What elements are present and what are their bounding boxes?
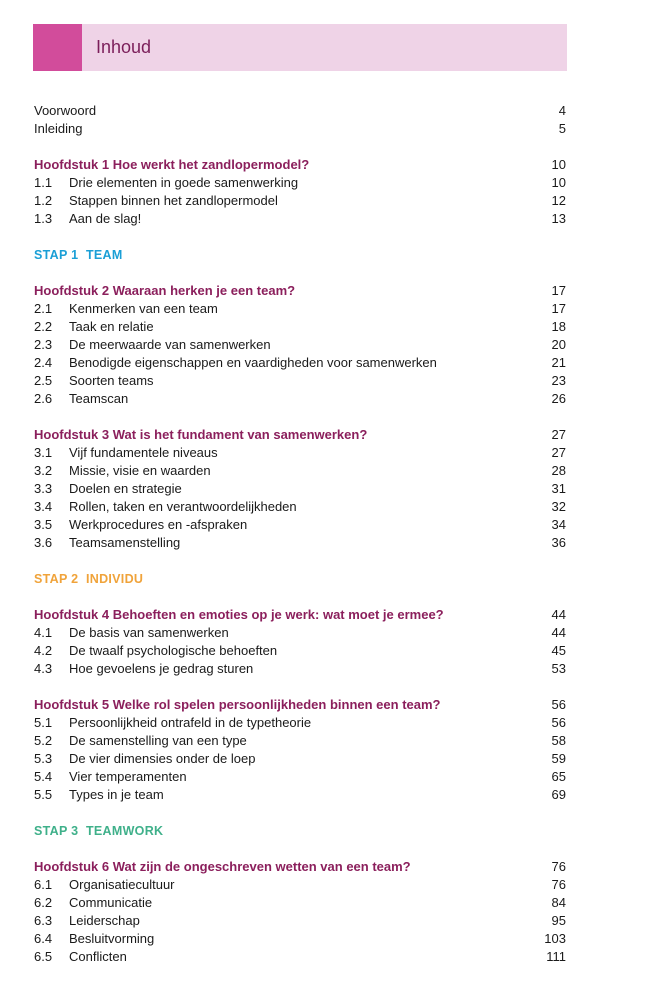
section-entry[interactable] [34, 894, 566, 912]
chapter-1-heading[interactable] [34, 156, 566, 174]
section-entry[interactable] [34, 768, 566, 786]
section-entry[interactable] [34, 930, 566, 948]
section-page: 20 [551, 337, 566, 352]
section-title: Werkprocedures en -afspraken [69, 517, 248, 532]
section-entry[interactable] [34, 210, 566, 228]
section-page: 34 [551, 517, 566, 532]
section-number: 3.4 [34, 499, 53, 514]
chapter-label: Hoofdstuk 3 [34, 427, 110, 442]
toc-entry-inleiding[interactable] [34, 120, 566, 138]
chapter-label: Hoofdstuk 2 [34, 283, 110, 298]
section-title: Communicatie [69, 895, 153, 910]
section-title: Taak en relatie [69, 319, 154, 334]
section-number: 2.3 [34, 337, 53, 352]
section-title: Besluitvorming [69, 931, 155, 946]
chapter-page: 56 [551, 697, 566, 712]
section-page: 111 [546, 949, 566, 964]
section-number: 6.5 [34, 949, 53, 964]
chapter-page: 27 [551, 427, 566, 442]
section-page: 45 [551, 643, 566, 658]
section-entry[interactable] [34, 948, 566, 966]
section-entry[interactable] [34, 660, 566, 678]
section-number: 5.4 [34, 769, 53, 784]
section-number: 4.1 [34, 625, 53, 640]
chapter-page: 10 [551, 157, 566, 172]
chapter-label: Hoofdstuk 4 [34, 607, 110, 622]
section-title: Rollen, taken en verantwoordelijkheden [69, 499, 297, 514]
section-entry[interactable] [34, 876, 566, 894]
section-page: 53 [551, 661, 566, 676]
section-title: Drie elementen in goede samenwerking [69, 175, 299, 190]
section-page: 10 [551, 175, 566, 190]
chapter-title: Behoeften en emoties op je werk: wat moet je ermee? [112, 607, 444, 622]
toc-entry-voorwoord[interactable] [34, 102, 566, 120]
section-title: Teamscan [69, 391, 129, 406]
section-entry[interactable] [34, 516, 566, 534]
step-1-heading [34, 246, 566, 264]
chapter-label: Hoofdstuk 5 [34, 697, 110, 712]
section-number: 2.1 [34, 301, 53, 316]
section-page: 27 [551, 445, 566, 460]
section-number: 3.1 [34, 445, 53, 460]
chapter-4-heading[interactable] [34, 606, 566, 624]
section-number: 2.4 [34, 355, 53, 370]
section-title: Missie, visie en waarden [69, 463, 211, 478]
section-number: 5.3 [34, 751, 53, 766]
section-page: 28 [551, 463, 566, 478]
section-title: Hoe gevoelens je gedrag sturen [69, 661, 254, 676]
section-page: 31 [551, 481, 566, 496]
section-entry[interactable] [34, 732, 566, 750]
section-page: 65 [551, 769, 566, 784]
section-entry[interactable] [34, 750, 566, 768]
section-page: 21 [551, 355, 566, 370]
section-page: 13 [551, 211, 566, 226]
section-number: 3.3 [34, 481, 53, 496]
section-page: 44 [551, 625, 566, 640]
entry-title: Inleiding [34, 121, 83, 136]
section-entry[interactable] [34, 498, 566, 516]
chapter-title: Wat is het fundament van samenwerken? [112, 427, 368, 442]
section-title: De twaalf psychologische behoeften [69, 643, 278, 658]
section-entry[interactable] [34, 174, 566, 192]
section-title: Soorten teams [69, 373, 154, 388]
chapter-6-heading[interactable] [34, 858, 566, 876]
section-number: 3.2 [34, 463, 53, 478]
section-entry[interactable] [34, 462, 566, 480]
section-entry[interactable] [34, 912, 566, 930]
section-number: 2.5 [34, 373, 53, 388]
section-number: 4.3 [34, 661, 53, 676]
section-page: 26 [551, 391, 566, 406]
section-page: 103 [544, 931, 566, 946]
header-accent-block [33, 24, 82, 71]
section-number: 3.5 [34, 517, 53, 532]
section-number: 5.1 [34, 715, 53, 730]
step-title: TEAM [85, 248, 123, 262]
section-number: 2.6 [34, 391, 53, 406]
section-title: Vijf fundamentele niveaus [69, 445, 218, 460]
section-number: 6.3 [34, 913, 53, 928]
page-title: Inhoud [96, 37, 152, 57]
section-entry[interactable] [34, 372, 566, 390]
section-title: Teamsamenstelling [69, 535, 181, 550]
section-entry[interactable] [34, 192, 566, 210]
section-entry[interactable] [34, 444, 566, 462]
section-entry[interactable] [34, 480, 566, 498]
section-number: 6.4 [34, 931, 53, 946]
section-page: 69 [551, 787, 566, 802]
section-entry[interactable] [34, 714, 566, 732]
step-2-heading [34, 570, 566, 588]
section-page: 76 [551, 877, 566, 892]
section-title: Organisatiecultuur [69, 877, 175, 892]
section-entry[interactable] [34, 336, 566, 354]
section-entry[interactable] [34, 534, 566, 552]
entry-title: Voorwoord [34, 103, 97, 118]
section-number: 2.2 [34, 319, 53, 334]
section-entry[interactable] [34, 786, 566, 804]
section-page: 56 [551, 715, 566, 730]
section-title: Benodigde eigenschappen en vaardigheden voor samenwerken [69, 355, 437, 370]
section-entry[interactable] [34, 642, 566, 660]
section-number: 6.1 [34, 877, 53, 892]
chapter-title: Hoe werkt het zandlopermodel? [112, 157, 310, 172]
entry-page: 4 [558, 103, 566, 118]
step-label: STAP 2 [34, 572, 79, 586]
section-title: Doelen en strategie [69, 481, 182, 496]
chapter-label: Hoofdstuk 6 [34, 859, 110, 874]
section-page: 95 [551, 913, 566, 928]
section-title: Aan de slag! [69, 211, 142, 226]
section-title: Stappen binnen het zandlopermodel [69, 193, 278, 208]
entry-page: 5 [558, 121, 566, 136]
section-entry[interactable] [34, 318, 566, 336]
chapter-page: 44 [551, 607, 566, 622]
section-title: Types in je team [69, 787, 164, 802]
section-number: 3.6 [34, 535, 53, 550]
section-page: 18 [551, 319, 566, 334]
section-number: 1.3 [34, 211, 53, 226]
section-page: 32 [551, 499, 566, 514]
section-page: 59 [551, 751, 566, 766]
table-of-contents [34, 102, 566, 966]
section-page: 12 [551, 193, 566, 208]
section-page: 36 [551, 535, 566, 550]
section-page: 58 [551, 733, 566, 748]
section-title: De basis van samenwerken [69, 625, 229, 640]
chapter-page: 17 [551, 283, 566, 298]
chapter-2-heading[interactable] [34, 282, 566, 300]
section-entry[interactable] [34, 624, 566, 642]
page-header [33, 24, 567, 71]
section-title: Persoonlijkheid ontrafeld in de typetheorie [69, 715, 312, 730]
section-entry[interactable] [34, 300, 566, 318]
section-entry[interactable] [34, 354, 566, 372]
section-title: Leiderschap [69, 913, 140, 928]
chapter-3-heading[interactable] [34, 426, 566, 444]
section-title: Vier temperamenten [69, 769, 187, 784]
section-title: Conflicten [69, 949, 127, 964]
section-number: 1.2 [34, 193, 53, 208]
step-label: STAP 3 [34, 824, 79, 838]
section-title: De meerwaarde van samenwerken [69, 337, 271, 352]
step-3-heading [34, 822, 566, 840]
section-entry[interactable] [34, 390, 566, 408]
step-title: TEAMWORK [85, 824, 164, 838]
step-label: STAP 1 [34, 248, 79, 262]
chapter-5-heading[interactable] [34, 696, 566, 714]
chapter-title: Waaraan herken je een team? [112, 283, 296, 298]
section-number: 4.2 [34, 643, 53, 658]
section-number: 6.2 [34, 895, 53, 910]
section-page: 84 [551, 895, 566, 910]
chapter-title: Wat zijn de ongeschreven wetten van een team? [112, 859, 411, 874]
chapter-page: 76 [551, 859, 566, 874]
section-page: 23 [551, 373, 566, 388]
section-title: Kenmerken van een team [69, 301, 218, 316]
section-title: De vier dimensies onder de loep [69, 751, 256, 766]
chapter-title: Welke rol spelen persoonlijkheden binnen een team? [112, 697, 441, 712]
section-number: 5.5 [34, 787, 53, 802]
section-title: De samenstelling van een type [69, 733, 247, 748]
chapter-label: Hoofdstuk 1 [34, 157, 110, 172]
section-page: 17 [551, 301, 566, 316]
step-title: INDIVIDU [85, 572, 144, 586]
section-number: 5.2 [34, 733, 53, 748]
section-number: 1.1 [34, 175, 53, 190]
